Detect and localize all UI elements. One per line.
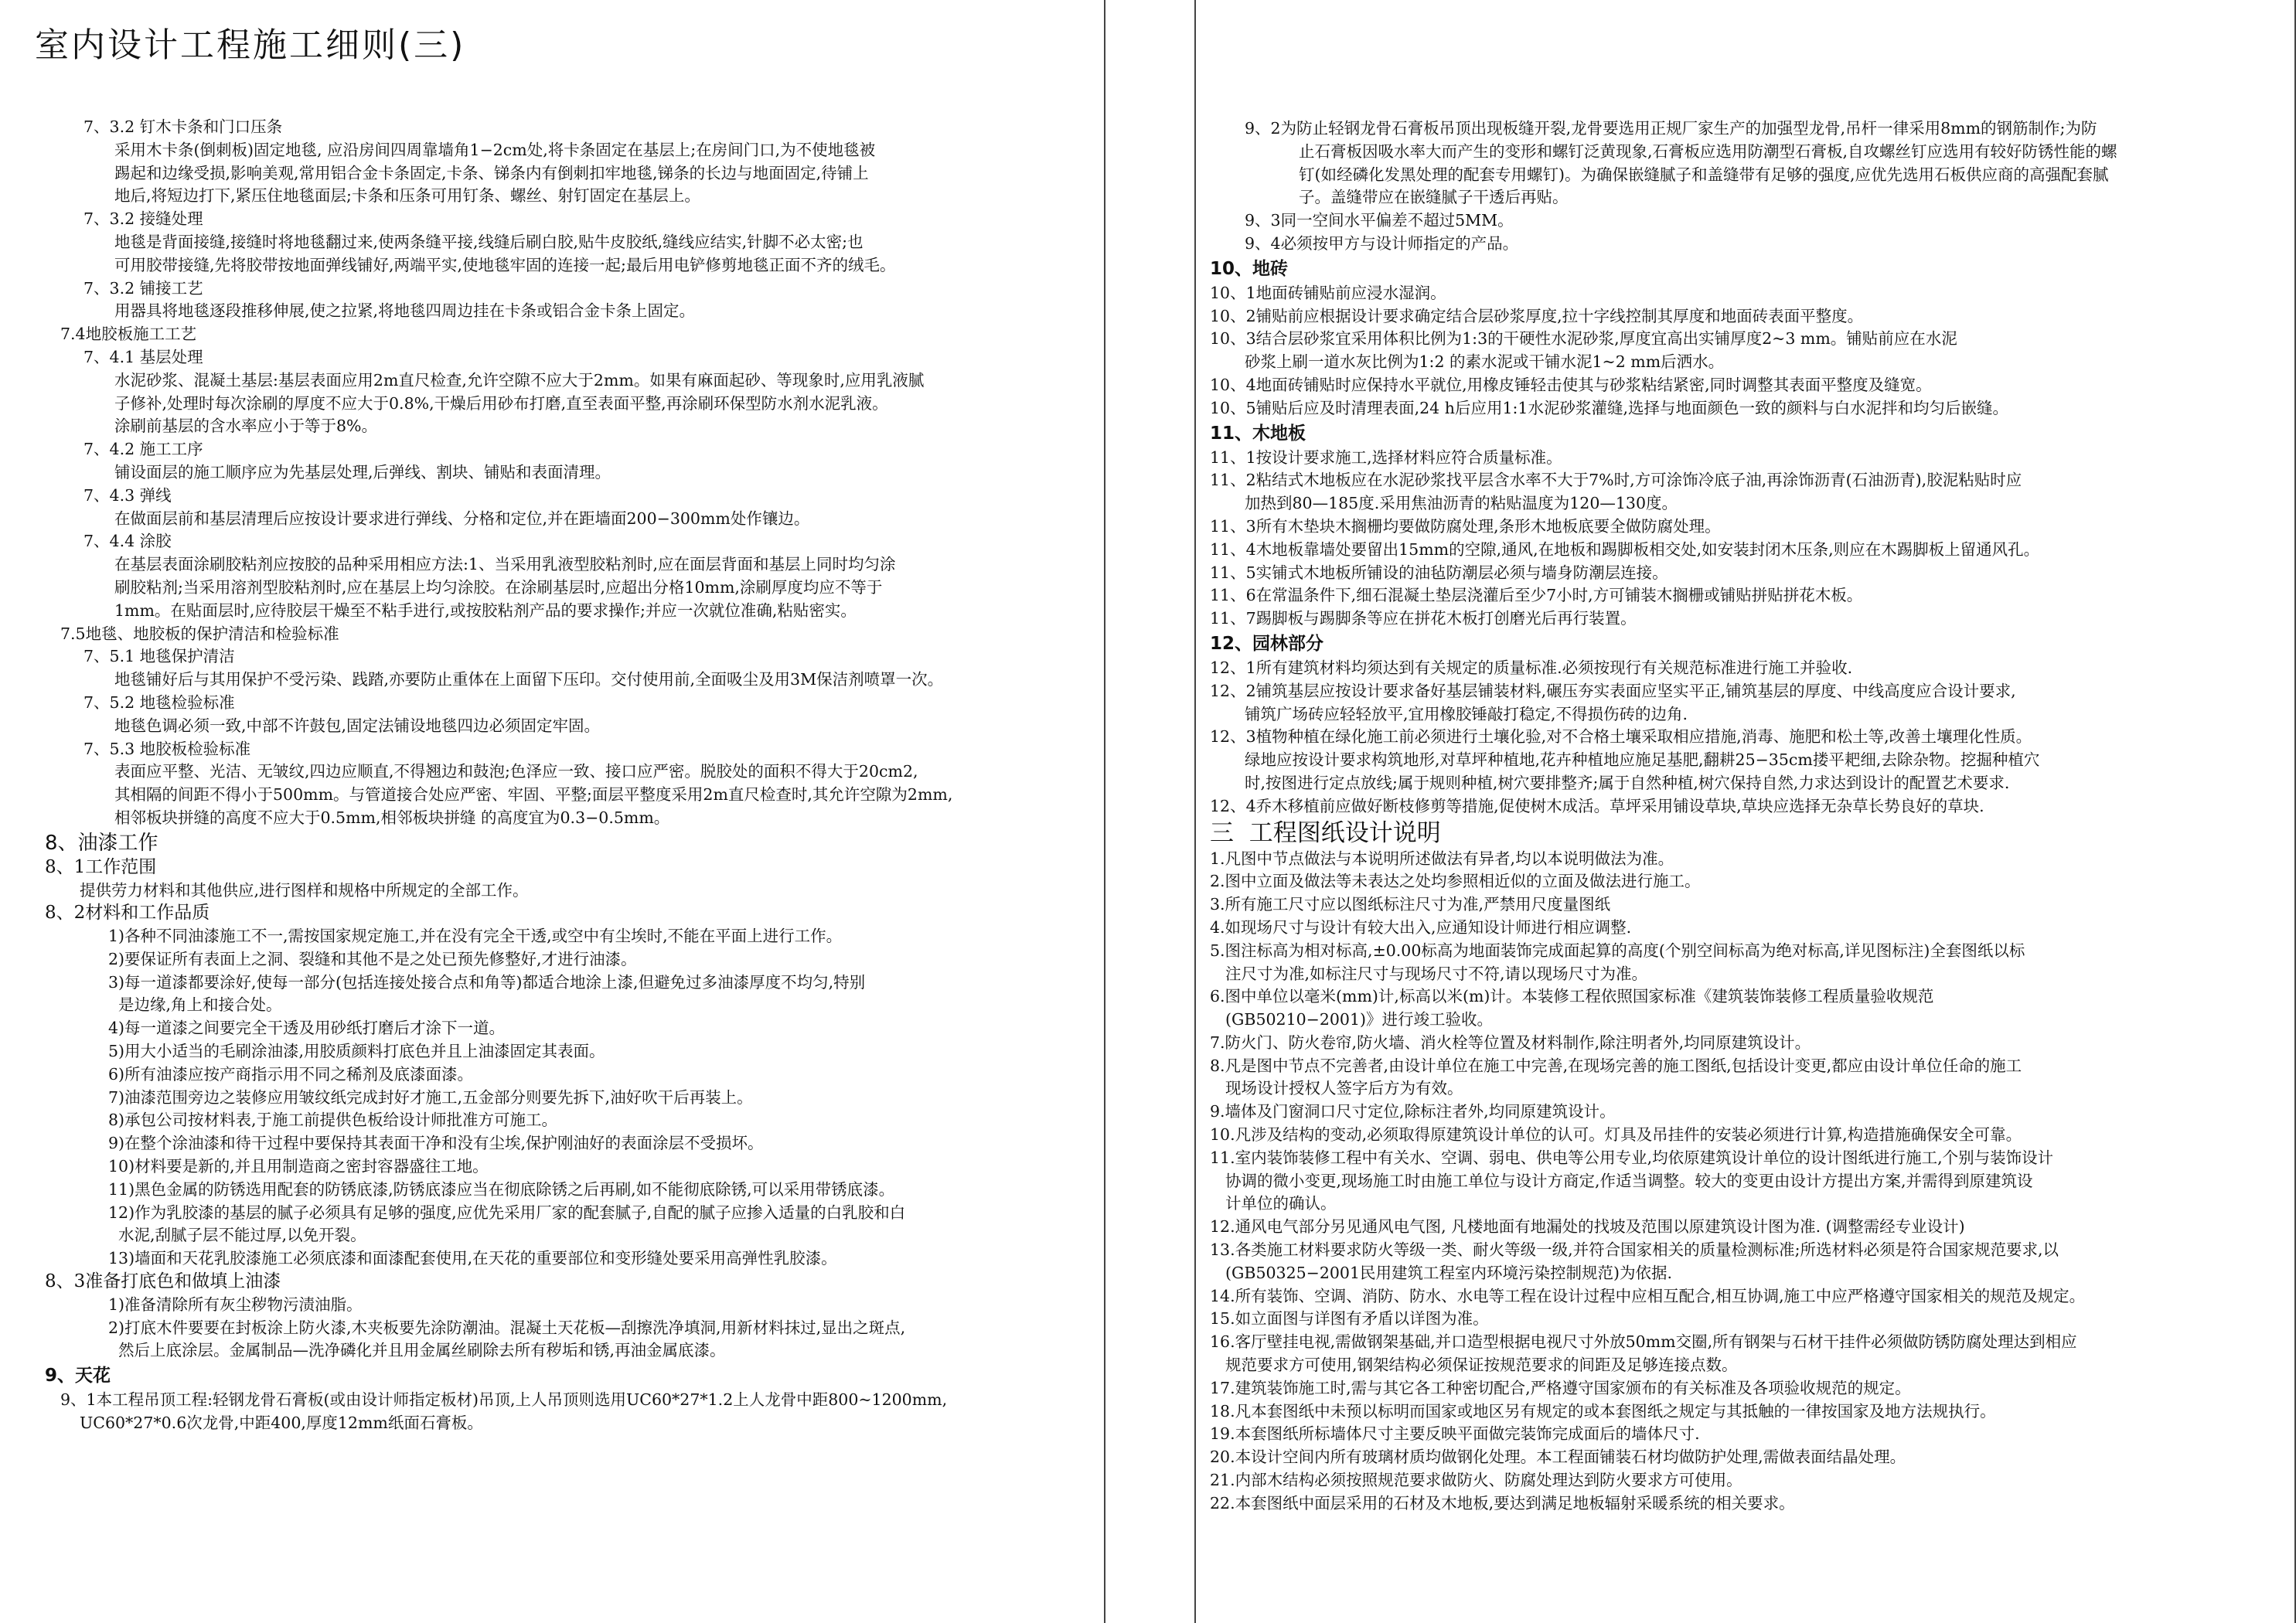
text-line: 钉(如经磷化发黑处理的配套专用螺钉)。为确保嵌缝腻子和盖缝带有足够的强度,应优先选用石板供应商的高强配套腻 <box>1299 165 2109 184</box>
text-line: 12、4乔木移植前应做好断枝修剪等措施,促使树木成活。草坪采用铺设草块,草块应选择无杂草长势良好的草块. <box>1210 796 1984 815</box>
sheet-border-left-page-right <box>1104 0 1105 1623</box>
text-line: 采用木卡条(倒刺板)固定地毯, 应沿房间四周靠墙角1−2cm处,将卡条固定在基层上;在房间门口,为不使地毯被 <box>114 140 876 159</box>
text-line: 11、5实铺式木地板所铺设的油毡防潮层必须与墙身防潮层连接。 <box>1210 563 1668 582</box>
text-line: 7、4.1 基层处理 <box>83 347 203 366</box>
text-line: 10)材料要是新的,并且用制造商之密封容器盛往工地。 <box>108 1157 489 1176</box>
text-line: 9、4必须按甲方与设计师指定的产品。 <box>1245 233 1519 253</box>
text-line: 5)用大小适当的毛刷涂油漆,用胶质颜料打底色并且上油漆固定其表面。 <box>108 1042 605 1061</box>
text-line: 8、3准备打底色和做填上油漆 <box>45 1271 281 1292</box>
text-line: 8、1工作范围 <box>45 856 157 877</box>
text-line: 可用胶带接缝,先将胶带按地面弹线铺好,两端平实,使地毯牢固的连接一起;最后用电铲修剪地毯正面不齐的绒毛。 <box>114 255 896 274</box>
text-line: 7、3.2 铺接工艺 <box>83 278 203 298</box>
text-line: 提供劳力材料和其他供应,进行图样和规格中所规定的全部工作。 <box>80 880 529 900</box>
text-line: 现场设计授权人签字后方为有效。 <box>1225 1079 1463 1098</box>
text-line: 10.凡涉及结构的变动,必须取得原建筑设计单位的认可。灯具及吊挂件的安装必须进行计算,构造措施确保安全可靠。 <box>1210 1125 2022 1145</box>
text-line: 13)墙面和天花乳胶漆施工必须底漆和面漆配套使用,在天花的重要部位和变形缝处要采用高弹性乳胶漆。 <box>108 1249 837 1268</box>
text-line: 7、5.3 地胶板检验标准 <box>83 739 251 758</box>
text-line: 13.各类施工材料要求防火等级一类、耐火等级一级,并符合国家相关的质量检测标准;所选材料必须是符合国家规范要求,以 <box>1210 1240 2059 1260</box>
text-line: 8.凡是图中节点不完善者,由设计单位在施工中完善,在现场完善的施工图纸,包括设计变更,都应由设计单位任命的施工 <box>1210 1056 2022 1075</box>
text-line: 1mm。在贴面层时,应待胶层干燥至不粘手进行,或按胶粘剂产品的要求操作;并应一次就位准确,粘贴密实。 <box>114 601 857 620</box>
text-line: 规范要求方可使用,钢架结构必须保证按规范要求的间距及足够连接点数。 <box>1225 1356 1738 1375</box>
text-line: 11)黑色金属的防锈选用配套的防锈底漆,防锈底漆应当在彻底除锈之后再刷,如不能彻底除锈,可以采用带锈底漆。 <box>108 1179 895 1199</box>
text-line: 19.本套图纸所标墙体尺寸主要反映平面做完装饰完成面后的墙体尺寸. <box>1210 1424 1700 1444</box>
left-page-text <box>45 116 1096 1435</box>
text-line: 铺筑广场砖应轻轻放平,宜用橡胶锤敲打稳定,不得损伤砖的边角. <box>1245 704 1688 723</box>
text-line: 11、6在常温条件下,细石混凝土垫层浇灌后至少7小时,方可铺装木搁栅或铺贴拼贴拼花木板。 <box>1210 586 1863 605</box>
text-line: 8、2材料和工作品质 <box>45 903 210 924</box>
text-line: 1)准备清除所有灰尘秽物污渍油脂。 <box>108 1295 363 1314</box>
text-line: 4)每一道漆之间要完全干透及用砂纸打磨后才涂下一道。 <box>108 1019 506 1038</box>
text-line: 用器具将地毯逐段推移伸展,使之拉紧,将地毯四周边挂在卡条或铝合金卡条上固定。 <box>114 301 696 321</box>
text-line: 绿地应按设计要求构筑地形,对草坪种植地,花卉种植地应施足基肥,翻耕25−35cm搂平耙细,去除杂物。挖掘种植穴 <box>1245 750 2040 770</box>
text-line: 表面应平整、光洁、无皱纹,四边应顺直,不得翘边和鼓泡;色泽应一致、接口应严密。脱胶处的面积不得大于20cm2, <box>114 762 918 781</box>
text-line: (GB50210−2001)》进行竣工验收。 <box>1225 1010 1493 1029</box>
text-line: 7.防火门、防火卷帘,防火墙、消火栓等位置及材料制作,除注明者外,均同原建筑设计。 <box>1210 1033 1811 1052</box>
text-line: 9、1本工程吊顶工程:轻钢龙骨石膏板(或由设计师指定板材)吊顶,上人吊顶则选用UC60*27*1.2上人龙骨中距800~1200mm, <box>60 1390 948 1410</box>
text-line: 11、4木地板靠墙处要留出15mm的空隙,通风,在地板和踢脚板相交处,如安装封闭木压条,则应在木踢脚板上留通风孔。 <box>1210 539 2040 559</box>
text-line: 协调的微小变更,现场施工时由施工单位与设计方商定,作适当调整。较大的变更由设计方提出方案,并需得到原建筑设 <box>1225 1171 2033 1190</box>
text-line: 1)各种不同油漆施工不一,需按国家规定施工,并在没有完全干透,或空中有尘埃时,不能在平面上进行工作。 <box>108 927 843 946</box>
text-line: 地后,将短边打下,紧压住地毯面层;卡条和压条可用钉条、螺丝、射钉固定在基层上。 <box>114 186 700 206</box>
text-line: UC60*27*0.6次龙骨,中距400,厚度12mm纸面石膏板。 <box>80 1414 483 1433</box>
page-title: 室内设计工程施工细则(三) <box>35 26 466 65</box>
text-line: 11、1按设计要求施工,选择材料应符合质量标准。 <box>1210 447 1562 467</box>
section-heading: 三 工程图纸设计说明 <box>1210 818 1441 847</box>
text-line: 是边缘,角上和接合处。 <box>108 995 282 1015</box>
text-line: 9.墙体及门窗洞口尺寸定位,除标注者外,均同原建筑设计。 <box>1210 1102 1616 1121</box>
text-line: 12、3植物种植在绿化施工前必须进行土壤化验,对不合格土壤采取相应措施,消毒、施肥和松土等,改善土壤理化性质。 <box>1210 727 2032 747</box>
text-line: 14.所有装饰、空调、消防、防水、水电等工程在设计过程中应相互配合,相互协调,施工中应严格遵守国家相关的规范及规定。 <box>1210 1286 2086 1305</box>
text-line: 7、5.1 地毯保护清洁 <box>83 647 235 666</box>
section-heading: 12、园林部分 <box>1210 633 1324 654</box>
text-line: 9)在整个涂油漆和待干过程中要保持其表面干净和没有尘埃,保护刚油好的表面涂层不受损坏。 <box>108 1134 764 1153</box>
text-line: 涂刷前基层的含水率应小于等于8%。 <box>114 417 378 436</box>
text-line: 计单位的确认。 <box>1225 1194 1337 1213</box>
text-line: 止石膏板因吸水率大而产生的变形和螺钉泛黄现象,石膏板应选用防潮型石膏板,自攻螺丝钉应选用有较好防锈性能的螺 <box>1299 141 2117 161</box>
text-line: 11、7踢脚板与踢脚条等应在拼花木板打创磨光后再行装置。 <box>1210 609 1637 628</box>
text-line: 12)作为乳胶漆的基层的腻子必须具有足够的强度,应优先采用厂家的配套腻子,自配的腻子应掺入适量的白乳胶和白 <box>108 1203 906 1222</box>
text-line: 12.通风电气部分另见通风电气图, 凡楼地面有地漏处的找坡及范围以原建筑设计图为准. (调整需经专业设计) <box>1210 1217 1965 1237</box>
text-line: 7、3.2 接缝处理 <box>83 209 203 229</box>
text-line: 踢起和边缘受损,影响美观,常用铝合金卡条固定,卡条、锑条内有倒刺扣牢地毯,锑条的长边与地面固定,待铺上 <box>114 163 869 182</box>
section-heading: 9、天花 <box>45 1366 111 1387</box>
text-line: 17.建筑装饰施工时,需与其它各工种密切配合,严格遵守国家颁布的有关标准及各项验收规范的规定。 <box>1210 1378 1911 1397</box>
text-line: 7、4.2 施工工序 <box>83 440 203 459</box>
text-line: 11.室内装饰装修工程中有关水、空调、弱电、供电等公用专业,均依原建筑设计单位的设计图纸进行施工,个别与装饰设计 <box>1210 1148 2054 1167</box>
text-line: 在基层表面涂刷胶粘剂应按胶的品种采用相应方法:1、当采用乳液型胶粘剂时,应在面层背面和基层上同时均匀涂 <box>114 555 896 574</box>
section-heading: 8、油漆工作 <box>45 831 158 855</box>
text-line: 10、2铺贴前应根据设计要求确定结合层砂浆厚度,拉十字线控制其厚度和地面砖表面平整度。 <box>1210 306 1864 325</box>
text-line: 7.5地毯、地胶板的保护清洁和检验标准 <box>60 624 339 643</box>
text-line: 7、4.3 弹线 <box>83 485 172 505</box>
text-line: 注尺寸为准,如标注尺寸与现场尺寸不符,请以现场尺寸为准。 <box>1225 964 1648 983</box>
text-line: 铺设面层的施工顺序应为先基层处理,后弹线、割块、铺贴和表面清理。 <box>114 462 611 481</box>
right-page-text <box>1210 117 2288 1516</box>
text-line: 7.4地胶板施工工艺 <box>60 325 197 344</box>
text-line: 10、5铺贴后应及时清理表面,24 h后应用1:1水泥砂浆灌缝,选择与地面颜色一致的颜料与白水泥拌和均匀后嵌缝。 <box>1210 398 2008 417</box>
text-line: 水泥,刮腻子层不能过厚,以免开裂。 <box>108 1226 366 1245</box>
text-line: 6.图中单位以毫米(mm)计,标高以米(m)计。本装修工程依照国家标准《建筑装饰装修工程质量验收规范 <box>1210 987 1934 1006</box>
text-line: 7、3.2 钉木卡条和门口压条 <box>83 117 283 136</box>
text-line: 3.所有施工尺寸应以图纸标注尺寸为准,严禁用尺度量图纸 <box>1210 895 1611 914</box>
text-line: 相邻板块拼缝的高度不应大于0.5mm,相邻板块拼缝 的高度宜为0.3−0.5mm。 <box>114 808 670 827</box>
text-line: 在做面层前和基层清理后应按设计要求进行弹线、分格和定位,并在距墙面200−300mm处作镶边。 <box>114 509 810 528</box>
text-line: 10、4地面砖铺贴时应保持水平就位,用橡皮锤轻击使其与砂浆粘结紧密,同时调整其表面平整度及缝宽。 <box>1210 375 1932 394</box>
text-line: 其相隔的间距不得小于500mm。与管道接合处应严密、牢固、平整;面层平整度采用2m直尺检查时,其允许空隙为2mm, <box>114 785 953 805</box>
text-line: 2)打底木件要要在封板涂上防火漆,木夹板要先涂防潮油。混凝土天花板—刮擦洗净填洞,用新材料抹过,显出之斑点, <box>108 1318 906 1337</box>
text-line: 水泥砂浆、混凝土基层:基层表面应用2m直尺检查,允许空隙不应大于2mm。如果有麻面起砂、等现象时,应用乳液腻 <box>114 370 925 390</box>
text-line: 5.图注标高为相对标高,±0.00标高为地面装饰完成面起算的高度(个别空间标高为绝对标高,详见图标注)全套图纸以标 <box>1210 941 2025 960</box>
text-line: 子。盖缝带应在嵌缝腻子干透后再贴。 <box>1299 188 1569 207</box>
text-line: 7、4.4 涂胶 <box>83 532 172 551</box>
text-line: 20.本设计空间内所有玻璃材质均做钢化处理。本工程面铺装石材均做防护处理,需做表面结晶处理。 <box>1210 1448 1906 1467</box>
text-line: 2)要保证所有表面上之洞、裂缝和其他不是之处已预先修整好,才进行油漆。 <box>108 949 637 968</box>
text-line: 地毯色调必须一致,中部不许鼓包,固定法铺设地毯四边必须固定牢固。 <box>114 716 601 735</box>
text-line: 10、3结合层砂浆宜采用体积比例为1:3的干硬性水泥砂浆,厚度宜高出实铺厚度2~3 mm。铺贴前应在水泥 <box>1210 329 1957 349</box>
text-line: 4.如现场尺寸与设计有较大出入,应通知设计师进行相应调整. <box>1210 917 1632 937</box>
text-line: 22.本套图纸中面层采用的石材及木地板,要达到满足地板辐射采暖系统的相关要求。 <box>1210 1493 1795 1512</box>
text-line: 1.凡图中节点做法与本说明所述做法有异者,均以本说明做法为准。 <box>1210 849 1674 868</box>
section-heading: 10、地砖 <box>1210 258 1289 279</box>
text-line: 9、3同一空间水平偏差不超过5MM。 <box>1245 211 1514 230</box>
text-line: 11、3所有木垫块木搁栅均要做防腐处理,条形木地板底要全做防腐处理。 <box>1210 516 1721 536</box>
text-line: 10、1地面砖铺贴前应浸水湿润。 <box>1210 283 1446 302</box>
text-line: 子修补,处理时每次涂刷的厚度不应大于0.8%,干燥后用砂布打磨,直至表面平整,再涂刷环保型防水剂水泥乳液。 <box>114 393 888 413</box>
text-line: 7)油漆范围旁边之装修应用皱纹纸完成封好才施工,五金部分则要先拆下,油好吹干后再装上。 <box>108 1087 753 1107</box>
text-line: 18.凡本套图纸中未预以标明而国家或地区另有规定的或本套图纸之规定与其抵触的一律按国家及地方法规执行。 <box>1210 1401 1996 1421</box>
text-line: 9、2为防止轻钢龙骨石膏板吊顶出现板缝开裂,龙骨要选用正规厂家生产的加强型龙骨,吊杆一律采用8mm的钢筋制作;为防 <box>1245 119 2097 138</box>
text-line: 15.如立面图与详图有矛盾以详图为准。 <box>1210 1309 1489 1329</box>
text-line: 7、5.2 地毯检验标准 <box>83 692 235 712</box>
text-line: (GB50325−2001民用建筑工程室内环境污染控制规范)为依据. <box>1225 1263 1673 1282</box>
text-line: 地毯铺好后与其用保护不受污染、践踏,亦要防止重体在上面留下压印。交付使用前,全面吸尘及用3M保洁剂喷罩一次。 <box>114 670 944 689</box>
text-line: 然后上底涂层。金属制品—洗净磷化并且用金属丝刷除去所有秽垢和锈,再油金属底漆。 <box>108 1341 726 1360</box>
text-line: 6)所有油漆应按产商指示用不同之稀剂及底漆面漆。 <box>108 1064 474 1084</box>
text-line: 12、1所有建筑材料均须达到有关规定的质量标准.必须按现行有关规范标准进行施工并验收. <box>1210 658 1853 677</box>
text-line: 3)每一道漆都要涂好,使每一部分(包括连接处接合点和角等)都适合地涂上漆,但避免过多油漆厚度不均匀,特别 <box>108 972 866 992</box>
text-line: 11、2粘结式木地板应在水泥砂浆找平层含水率不大于7%时,方可涂饰冷底子油,再涂饰沥青(石油沥青),胶泥粘贴时应 <box>1210 471 2022 490</box>
text-line: 加热到80—185度.采用焦油沥青的粘贴温度为120—130度。 <box>1245 494 1678 513</box>
text-line: 16.客厅壁挂电视,需做钢架基础,并口造型根据电视尺寸外放50mm交圈,所有钢架与石材干挂件必须做防锈防腐处理达到相应 <box>1210 1332 2077 1352</box>
text-line: 时,按图进行定点放线;属于规则种植,树穴要排整齐;属于自然种植,树穴保持自然,力求达到设计的配置艺术要求. <box>1245 773 2010 792</box>
text-line: 12、2铺筑基层应按设计要求备好基层铺装材料,碾压夯实表面应坚实平正,铺筑基层的厚度、中线高度应合设计要求, <box>1210 681 2016 700</box>
section-heading: 11、木地板 <box>1210 423 1306 444</box>
sheet-border-right-page-left <box>1194 0 1196 1623</box>
text-line: 刷胶粘剂;当采用溶剂型胶粘剂时,应在基层上均匀涂胶。在涂刷基层时,应超出分格10mm,涂刷厚度均应不等于 <box>114 577 883 597</box>
text-line: 21.内部木结构必须按照规范要求做防火、防腐处理达到防火要求方可使用。 <box>1210 1471 1742 1490</box>
text-line: 地毯是背面接缝,接缝时将地毯翻过来,使两条缝平接,线缝后刷白胶,贴牛皮胶纸,缝线应结实,针脚不必太密;也 <box>114 232 864 251</box>
text-line: 砂浆上刷一道水灰比例为1:2 的素水泥或干铺水泥1~2 mm后洒水。 <box>1245 352 1725 372</box>
text-line: 2.图中立面及做法等未表达之处均参照相近似的立面及做法进行施工。 <box>1210 872 1701 891</box>
text-line: 8)承包公司按材料表,于施工前提供色板给设计师批准方可施工。 <box>108 1111 558 1130</box>
